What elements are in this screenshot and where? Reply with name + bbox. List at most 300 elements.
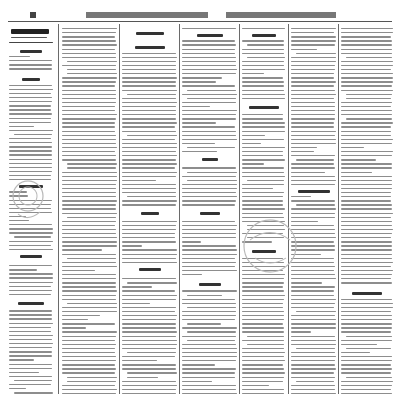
text-line: [291, 139, 336, 140]
text-line: [341, 315, 392, 316]
text-line: [182, 151, 217, 152]
text-line: [122, 336, 176, 337]
text-line: [182, 77, 222, 78]
text-line: [122, 114, 176, 115]
text-line: [62, 155, 116, 156]
text-line: [62, 311, 117, 312]
text-line: [291, 336, 335, 337]
text-line: [242, 126, 285, 127]
text-line: [62, 40, 116, 41]
text-line: [242, 139, 284, 140]
text-line: [242, 90, 284, 91]
text-line: [67, 381, 116, 382]
text-line: [341, 381, 393, 382]
text-line: [122, 389, 176, 390]
text-line: [291, 49, 317, 50]
text-line: [341, 44, 392, 45]
text-line: [242, 155, 283, 156]
text-line: [62, 393, 116, 394]
text-line: [291, 180, 336, 181]
text-line: [62, 319, 88, 320]
text-line: [291, 225, 334, 226]
text-line: [341, 40, 392, 41]
text-line: [9, 109, 51, 110]
text-line: [127, 135, 177, 136]
text-line: [291, 69, 335, 70]
text-line: [346, 57, 392, 58]
text-line: [9, 310, 52, 311]
text-line: [291, 323, 336, 324]
text-line: [182, 135, 236, 136]
text-line: [187, 90, 236, 91]
text-line: [242, 372, 285, 373]
text-line: [341, 262, 393, 263]
text-line: [291, 208, 336, 209]
text-line: [341, 204, 392, 205]
text-line: [122, 323, 176, 324]
text-line: [182, 110, 237, 111]
text-line: [182, 270, 237, 271]
text-line: [291, 233, 335, 234]
text-line: [182, 225, 237, 226]
text-line: [341, 245, 392, 246]
text-line: [182, 81, 216, 82]
text-line: [182, 352, 237, 353]
text-line: [341, 135, 391, 136]
text-line: [62, 389, 117, 390]
text-line: [9, 195, 28, 196]
text-line: [341, 32, 393, 33]
text-line: [127, 94, 176, 95]
text-line: [341, 307, 393, 308]
text-line: [182, 237, 236, 238]
text-line: [182, 131, 236, 132]
text-line: [291, 307, 334, 308]
text-line: [9, 113, 52, 114]
text-line: [242, 73, 264, 74]
text-line: [242, 364, 283, 365]
text-line: [62, 65, 116, 66]
text-line: [62, 290, 117, 291]
text-line: [62, 282, 116, 283]
text-line: [242, 311, 284, 312]
text-line: [291, 278, 336, 279]
text-line: [67, 73, 117, 74]
text-line: [62, 32, 116, 33]
text-line: [341, 221, 392, 222]
text-line: [187, 307, 236, 308]
text-line: [341, 299, 392, 300]
text-line: [182, 385, 236, 386]
text-line: [62, 151, 115, 152]
text-line: [62, 147, 117, 148]
text-line: [67, 377, 117, 378]
text-line: [341, 163, 392, 164]
text-line: [341, 340, 392, 341]
text-line: [242, 28, 285, 29]
text-line: [291, 143, 336, 144]
text-line: [122, 303, 150, 304]
text-line: [14, 392, 53, 393]
text-line: [242, 151, 283, 152]
text-line: [242, 331, 284, 332]
text-line: [67, 61, 117, 62]
text-line: [242, 69, 285, 70]
section-heading-18: [352, 292, 382, 295]
text-line: [122, 331, 177, 332]
column-rule-1: [58, 24, 59, 394]
text-line: [291, 237, 336, 238]
text-line: [122, 295, 177, 296]
text-line: [67, 163, 117, 164]
text-line: [242, 241, 272, 242]
text-line: [9, 339, 52, 340]
text-line: [341, 389, 391, 390]
text-line: [62, 327, 86, 328]
text-line: [242, 40, 284, 41]
text-line: [242, 147, 285, 148]
text-line: [62, 122, 115, 123]
text-line: [9, 191, 27, 192]
text-line: [122, 65, 176, 66]
text-line: [242, 221, 285, 222]
text-line: [291, 163, 334, 164]
section-heading-17: [298, 190, 330, 193]
text-line: [291, 262, 334, 263]
text-line: [296, 53, 336, 54]
text-line: [242, 307, 283, 308]
text-line: [122, 204, 176, 205]
masthead-title: [11, 29, 49, 34]
text-line: [242, 159, 285, 160]
text-line: [9, 216, 26, 217]
text-line: [122, 61, 176, 62]
text-line: [9, 273, 53, 274]
text-line: [242, 188, 273, 189]
text-line: [122, 299, 176, 300]
text-line: [9, 249, 53, 250]
text-line: [182, 176, 236, 177]
text-line: [341, 139, 393, 140]
text-line: [182, 254, 237, 255]
column-rule-3: [179, 24, 180, 394]
text-line: [182, 348, 237, 349]
text-line: [62, 241, 117, 242]
text-line: [62, 172, 117, 173]
text-line: [291, 172, 325, 173]
text-line: [242, 49, 284, 50]
text-line: [291, 65, 335, 66]
text-line: [291, 217, 335, 218]
text-line: [341, 102, 392, 103]
text-line: [291, 155, 335, 156]
text-line: [341, 249, 392, 250]
text-line: [182, 233, 236, 234]
text-line: [291, 282, 322, 283]
text-line: [62, 57, 116, 58]
text-line: [341, 327, 392, 328]
text-line: [9, 245, 51, 246]
text-line: [62, 98, 116, 99]
text-line: [346, 377, 392, 378]
text-line: [122, 143, 177, 144]
text-line: [62, 225, 115, 226]
text-line: [62, 102, 116, 103]
text-line: [182, 241, 201, 242]
text-line: [242, 94, 285, 95]
text-line: [62, 139, 116, 140]
section-heading-14: [252, 34, 276, 37]
text-line: [122, 237, 175, 238]
text-line: [291, 213, 335, 214]
text-line: [182, 53, 235, 54]
text-line: [291, 290, 334, 291]
text-line: [62, 176, 117, 177]
running-head-center: [86, 12, 208, 18]
text-line: [341, 131, 391, 132]
text-line: [122, 90, 177, 91]
text-line: [122, 225, 176, 226]
text-line: [341, 229, 393, 230]
text-line: [122, 233, 175, 234]
text-line: [9, 388, 26, 389]
text-line: [182, 274, 202, 275]
text-line: [341, 90, 393, 91]
text-line: [242, 131, 285, 132]
text-line: [62, 266, 117, 267]
text-line: [122, 131, 176, 132]
text-line: [291, 110, 335, 111]
text-line: [341, 126, 391, 127]
text-line: [341, 155, 392, 156]
text-line: [62, 344, 116, 345]
text-line: [291, 85, 334, 86]
text-line: [62, 85, 115, 86]
text-line: [291, 196, 311, 197]
text-line: [9, 105, 51, 106]
text-line: [341, 208, 392, 209]
text-line: [9, 101, 52, 102]
text-line: [122, 368, 176, 369]
text-line: [67, 217, 116, 218]
text-line: [291, 77, 334, 78]
text-line: [242, 163, 264, 164]
running-head-right: [226, 12, 336, 18]
text-line: [346, 336, 392, 337]
text-line: [122, 53, 176, 54]
text-line: [291, 266, 335, 267]
text-line: [62, 196, 116, 197]
text-line: [341, 274, 392, 275]
text-line: [291, 258, 334, 259]
text-line: [127, 196, 176, 197]
text-line: [9, 122, 51, 123]
text-line: [9, 241, 53, 242]
text-line: [122, 290, 175, 291]
text-line: [341, 237, 391, 238]
text-line: [62, 295, 116, 296]
text-line: [9, 323, 53, 324]
text-line: [296, 311, 336, 312]
text-line: [62, 135, 116, 136]
text-line: [62, 110, 115, 111]
text-line: [291, 245, 335, 246]
text-line: [9, 294, 51, 295]
text-line: [341, 323, 392, 324]
text-line: [341, 73, 393, 74]
text-line: [62, 192, 116, 193]
text-line: [291, 327, 336, 328]
text-line: [291, 221, 318, 222]
text-line: [122, 139, 175, 140]
text-line: [341, 311, 391, 312]
text-line: [242, 385, 269, 386]
text-line: [122, 167, 175, 168]
text-line: [9, 56, 30, 57]
text-line: [341, 28, 393, 29]
text-line: [9, 331, 51, 332]
text-line: [291, 385, 335, 386]
text-line: [291, 106, 335, 107]
text-line: [242, 319, 284, 320]
text-line: [242, 274, 285, 275]
text-line: [9, 314, 52, 315]
text-line: [341, 368, 392, 369]
section-heading-15: [249, 106, 279, 109]
text-line: [62, 336, 116, 337]
text-line: [67, 258, 116, 259]
text-line: [62, 114, 117, 115]
text-line: [291, 32, 334, 33]
text-line: [242, 118, 283, 119]
text-line: [62, 159, 116, 160]
text-line: [242, 323, 283, 324]
text-line: [242, 278, 284, 279]
text-line: [242, 172, 284, 173]
text-line: [242, 270, 283, 271]
text-line: [182, 57, 236, 58]
text-line: [9, 118, 51, 119]
text-line: [187, 295, 222, 296]
text-line: [242, 266, 285, 267]
text-line: [122, 85, 176, 86]
text-line: [182, 303, 236, 304]
text-line: [9, 355, 52, 356]
text-line: [242, 286, 283, 287]
text-line: [122, 147, 177, 148]
text-line: [62, 348, 115, 349]
text-line: [242, 389, 284, 390]
text-line: [341, 85, 392, 86]
text-line: [242, 327, 284, 328]
text-line: [9, 138, 51, 139]
text-line: [291, 229, 335, 230]
text-line: [62, 331, 117, 332]
text-line: [242, 85, 284, 86]
text-line: [62, 44, 117, 45]
text-line: [291, 360, 335, 361]
text-line: [187, 340, 235, 341]
text-line: [341, 200, 391, 201]
text-line: [291, 299, 336, 300]
text-line: [291, 114, 335, 115]
text-line: [9, 200, 52, 201]
text-line: [9, 335, 53, 336]
text-line: [182, 262, 236, 263]
text-line: [62, 323, 115, 324]
text-line: [341, 151, 393, 152]
text-line: [9, 167, 52, 168]
text-line: [62, 286, 116, 287]
text-line: [62, 385, 115, 386]
text-line: [242, 65, 284, 66]
text-line: [9, 372, 39, 373]
text-line: [341, 352, 370, 353]
text-line: [182, 377, 235, 378]
text-line: [247, 44, 284, 45]
text-line: [182, 118, 236, 119]
text-line: [291, 274, 335, 275]
text-line: [182, 311, 236, 312]
text-line: [291, 364, 335, 365]
text-line: [291, 40, 336, 41]
text-line: [182, 204, 235, 205]
text-line: [182, 44, 236, 45]
text-line: [9, 150, 52, 151]
text-line: [9, 359, 34, 360]
text-line: [242, 290, 284, 291]
text-line: [122, 102, 177, 103]
text-line: [291, 98, 334, 99]
text-line: [242, 233, 283, 234]
text-line: [182, 245, 236, 246]
text-line: [242, 368, 284, 369]
text-line: [62, 36, 115, 37]
text-line: [14, 236, 51, 237]
text-line: [9, 368, 52, 369]
text-line: [182, 73, 236, 74]
text-line: [9, 93, 51, 94]
text-line: [9, 277, 53, 278]
text-line: [122, 344, 177, 345]
text-line: [341, 110, 392, 111]
text-line: [341, 233, 392, 234]
text-line: [182, 315, 236, 316]
text-line: [341, 344, 377, 345]
text-line: [182, 122, 216, 123]
text-line: [182, 266, 235, 267]
text-line: [242, 184, 284, 185]
text-line: [242, 352, 285, 353]
text-line: [242, 77, 283, 78]
text-line: [9, 286, 51, 287]
text-line: [182, 229, 236, 230]
text-line: [122, 229, 176, 230]
section-heading-6: [136, 32, 164, 35]
text-line: [291, 377, 335, 378]
text-line: [341, 122, 393, 123]
text-line: [346, 118, 392, 119]
text-line: [122, 159, 176, 160]
text-line: [182, 381, 212, 382]
text-line: [67, 167, 116, 168]
text-line: [341, 180, 392, 181]
text-line: [9, 68, 52, 69]
text-line: [122, 106, 176, 107]
text-line: [341, 364, 391, 365]
text-line: [9, 347, 52, 348]
text-line: [122, 163, 177, 164]
